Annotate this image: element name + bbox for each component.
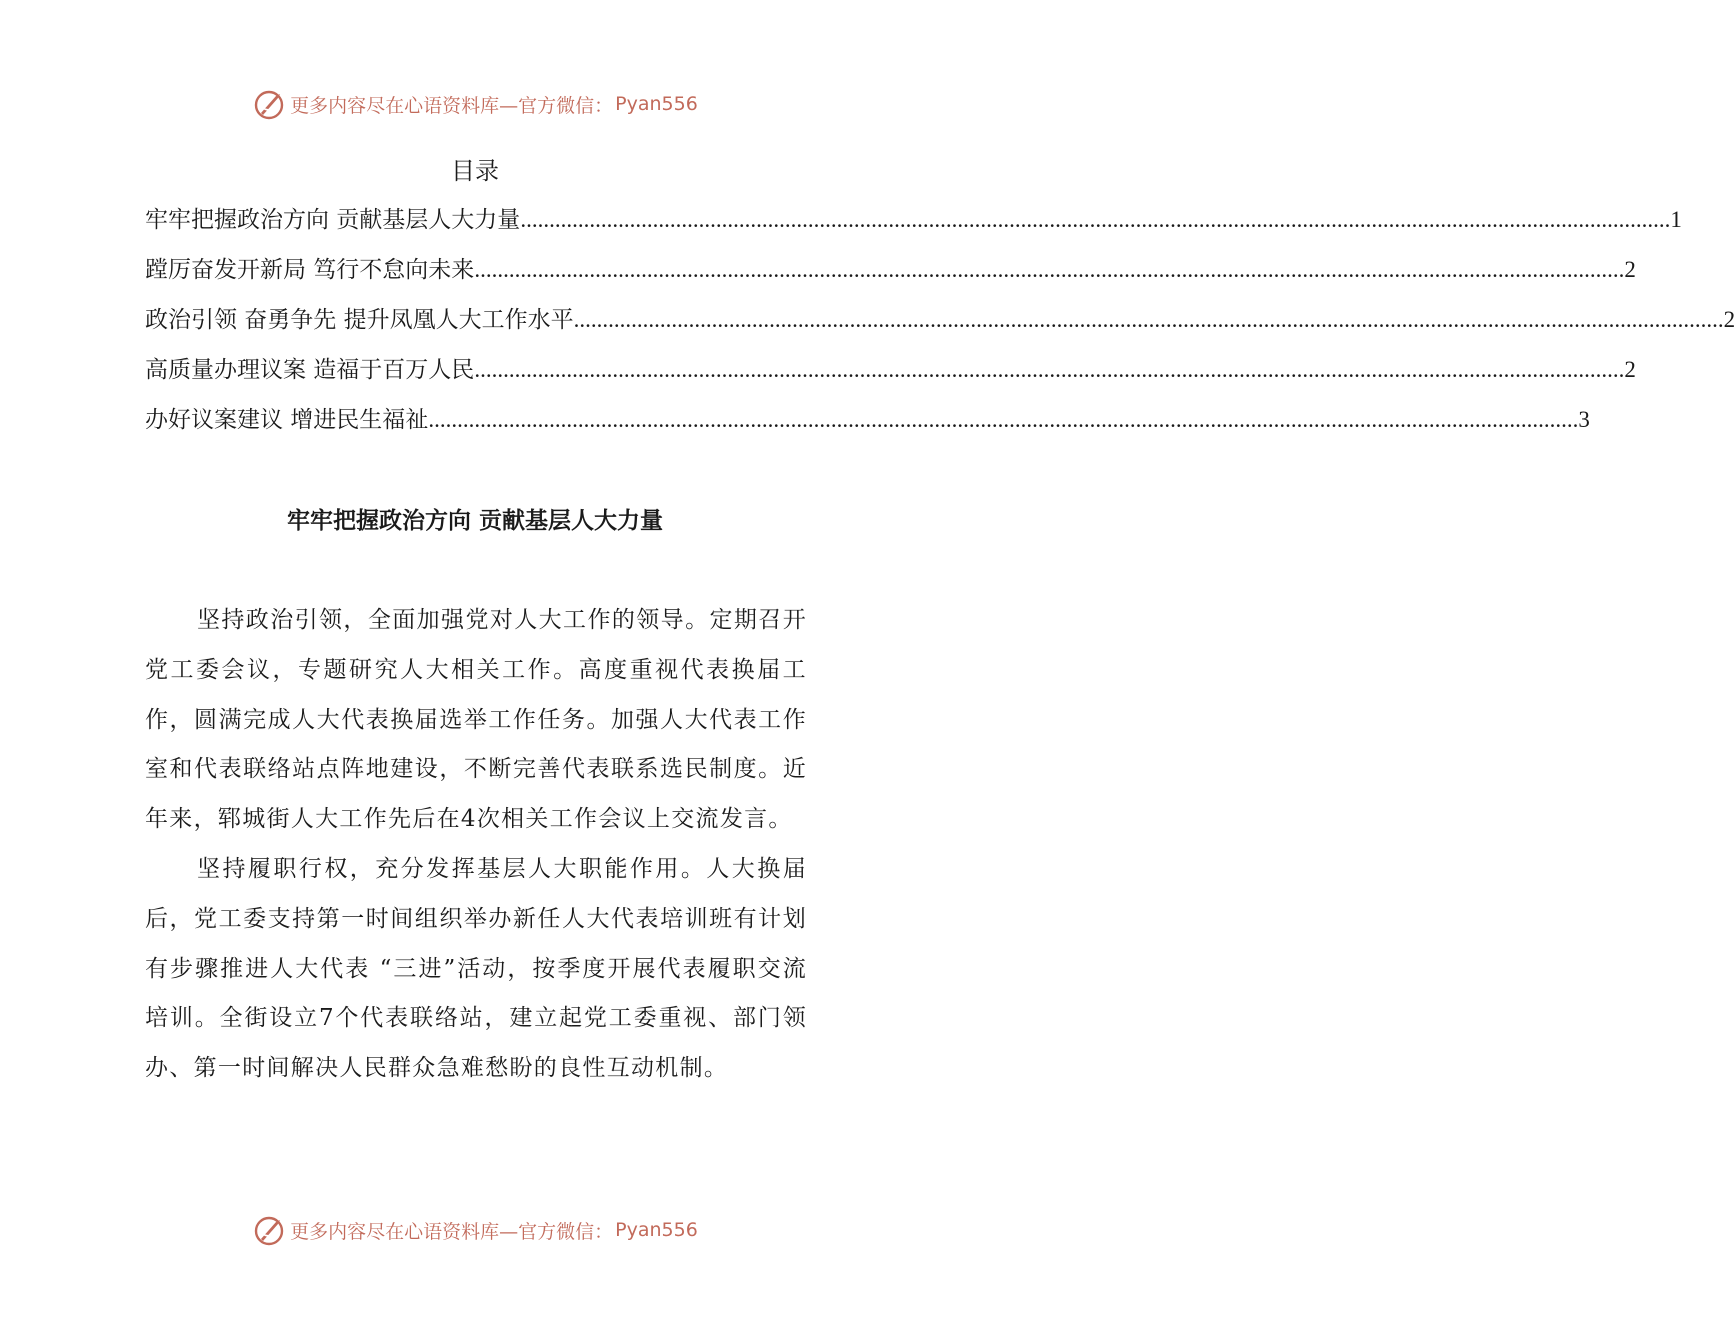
toc-title: 目录 bbox=[451, 157, 499, 185]
toc-item-page: 2 bbox=[1624, 257, 1636, 282]
toc-item-text: 牢牢把握政治方向 贡献基层人大力量 bbox=[145, 207, 521, 233]
toc-item-page: 1 bbox=[1670, 207, 1682, 232]
toc-leader-dots: ........................................................................................................................................................................................................ bbox=[428, 407, 1579, 432]
pen-logo-icon bbox=[252, 87, 286, 121]
toc-item-text: 办好议案建议 增进民生福祉 bbox=[145, 407, 429, 433]
paragraph: 坚持履职行权，充分发挥基层人大职能作用。人大换届后，党工委支持第一时间组织举办新任人大代表培训班有计划有步骤推进人大代表 “三进”活动，按季度开展代表履职交流培训。全街设立7个代表联络站，建立起党工委重视、部门领办、第一时间解决人民群众急难愁盼的良性互动机制。 bbox=[145, 855, 807, 1082]
toc-leader-dots: ........................................................................................................................................................................................................ bbox=[474, 257, 1625, 282]
article-title: 牢牢把握政治方向 贡献基层人大力量 bbox=[286, 508, 663, 534]
toc-item[interactable] bbox=[145, 350, 1636, 400]
toc-item[interactable] bbox=[145, 300, 1735, 350]
paragraph: 坚持政治引领，全面加强党对人大工作的领导。定期召开党工委会议，专题研究人大相关工作。高度重视代表换届工作，圆满完成人大代表换届选举工作任务。加强人大代表工作室和代表联络站点阵地建设，不断完善代表联系选民制度。近年来，郓城街人大工作先后在4次相关工作会议上交流发言。 bbox=[145, 607, 807, 833]
toc-item[interactable] bbox=[145, 250, 1636, 300]
watermark-id: Pyan556 bbox=[615, 93, 698, 115]
watermark-id: Pyan556 bbox=[615, 1219, 698, 1241]
watermark-footer bbox=[0, 1210, 950, 1250]
toc-item-page: 2 bbox=[1624, 357, 1636, 382]
toc-item-text: 高质量办理议案 造福于百万人民 bbox=[145, 357, 475, 383]
article-body bbox=[145, 596, 807, 1094]
toc-item-page: 2 bbox=[1723, 307, 1735, 332]
pen-logo-icon bbox=[252, 1213, 286, 1247]
toc-leader-dots: ........................................................................................................................................................................................................ bbox=[573, 307, 1724, 332]
toc-item[interactable] bbox=[145, 400, 1590, 450]
toc-leader-dots: ........................................................................................................................................................................................................ bbox=[474, 357, 1625, 382]
toc-leader-dots: ........................................................................................................................................................................................................ bbox=[520, 207, 1671, 232]
toc-item[interactable] bbox=[145, 200, 1682, 250]
toc-item-page: 3 bbox=[1578, 407, 1590, 432]
table-of-contents bbox=[145, 200, 1735, 450]
toc-item-text: 蹚厉奋发开新局 笃行不怠向未来 bbox=[145, 257, 475, 283]
toc-item-text: 政治引领 奋勇争先 提升凤凰人大工作水平 bbox=[145, 307, 574, 333]
watermark-header bbox=[0, 84, 950, 124]
watermark-text: 更多内容尽在心语资料库—官方微信： bbox=[290, 1220, 614, 1243]
watermark-text: 更多内容尽在心语资料库—官方微信： bbox=[290, 94, 614, 117]
